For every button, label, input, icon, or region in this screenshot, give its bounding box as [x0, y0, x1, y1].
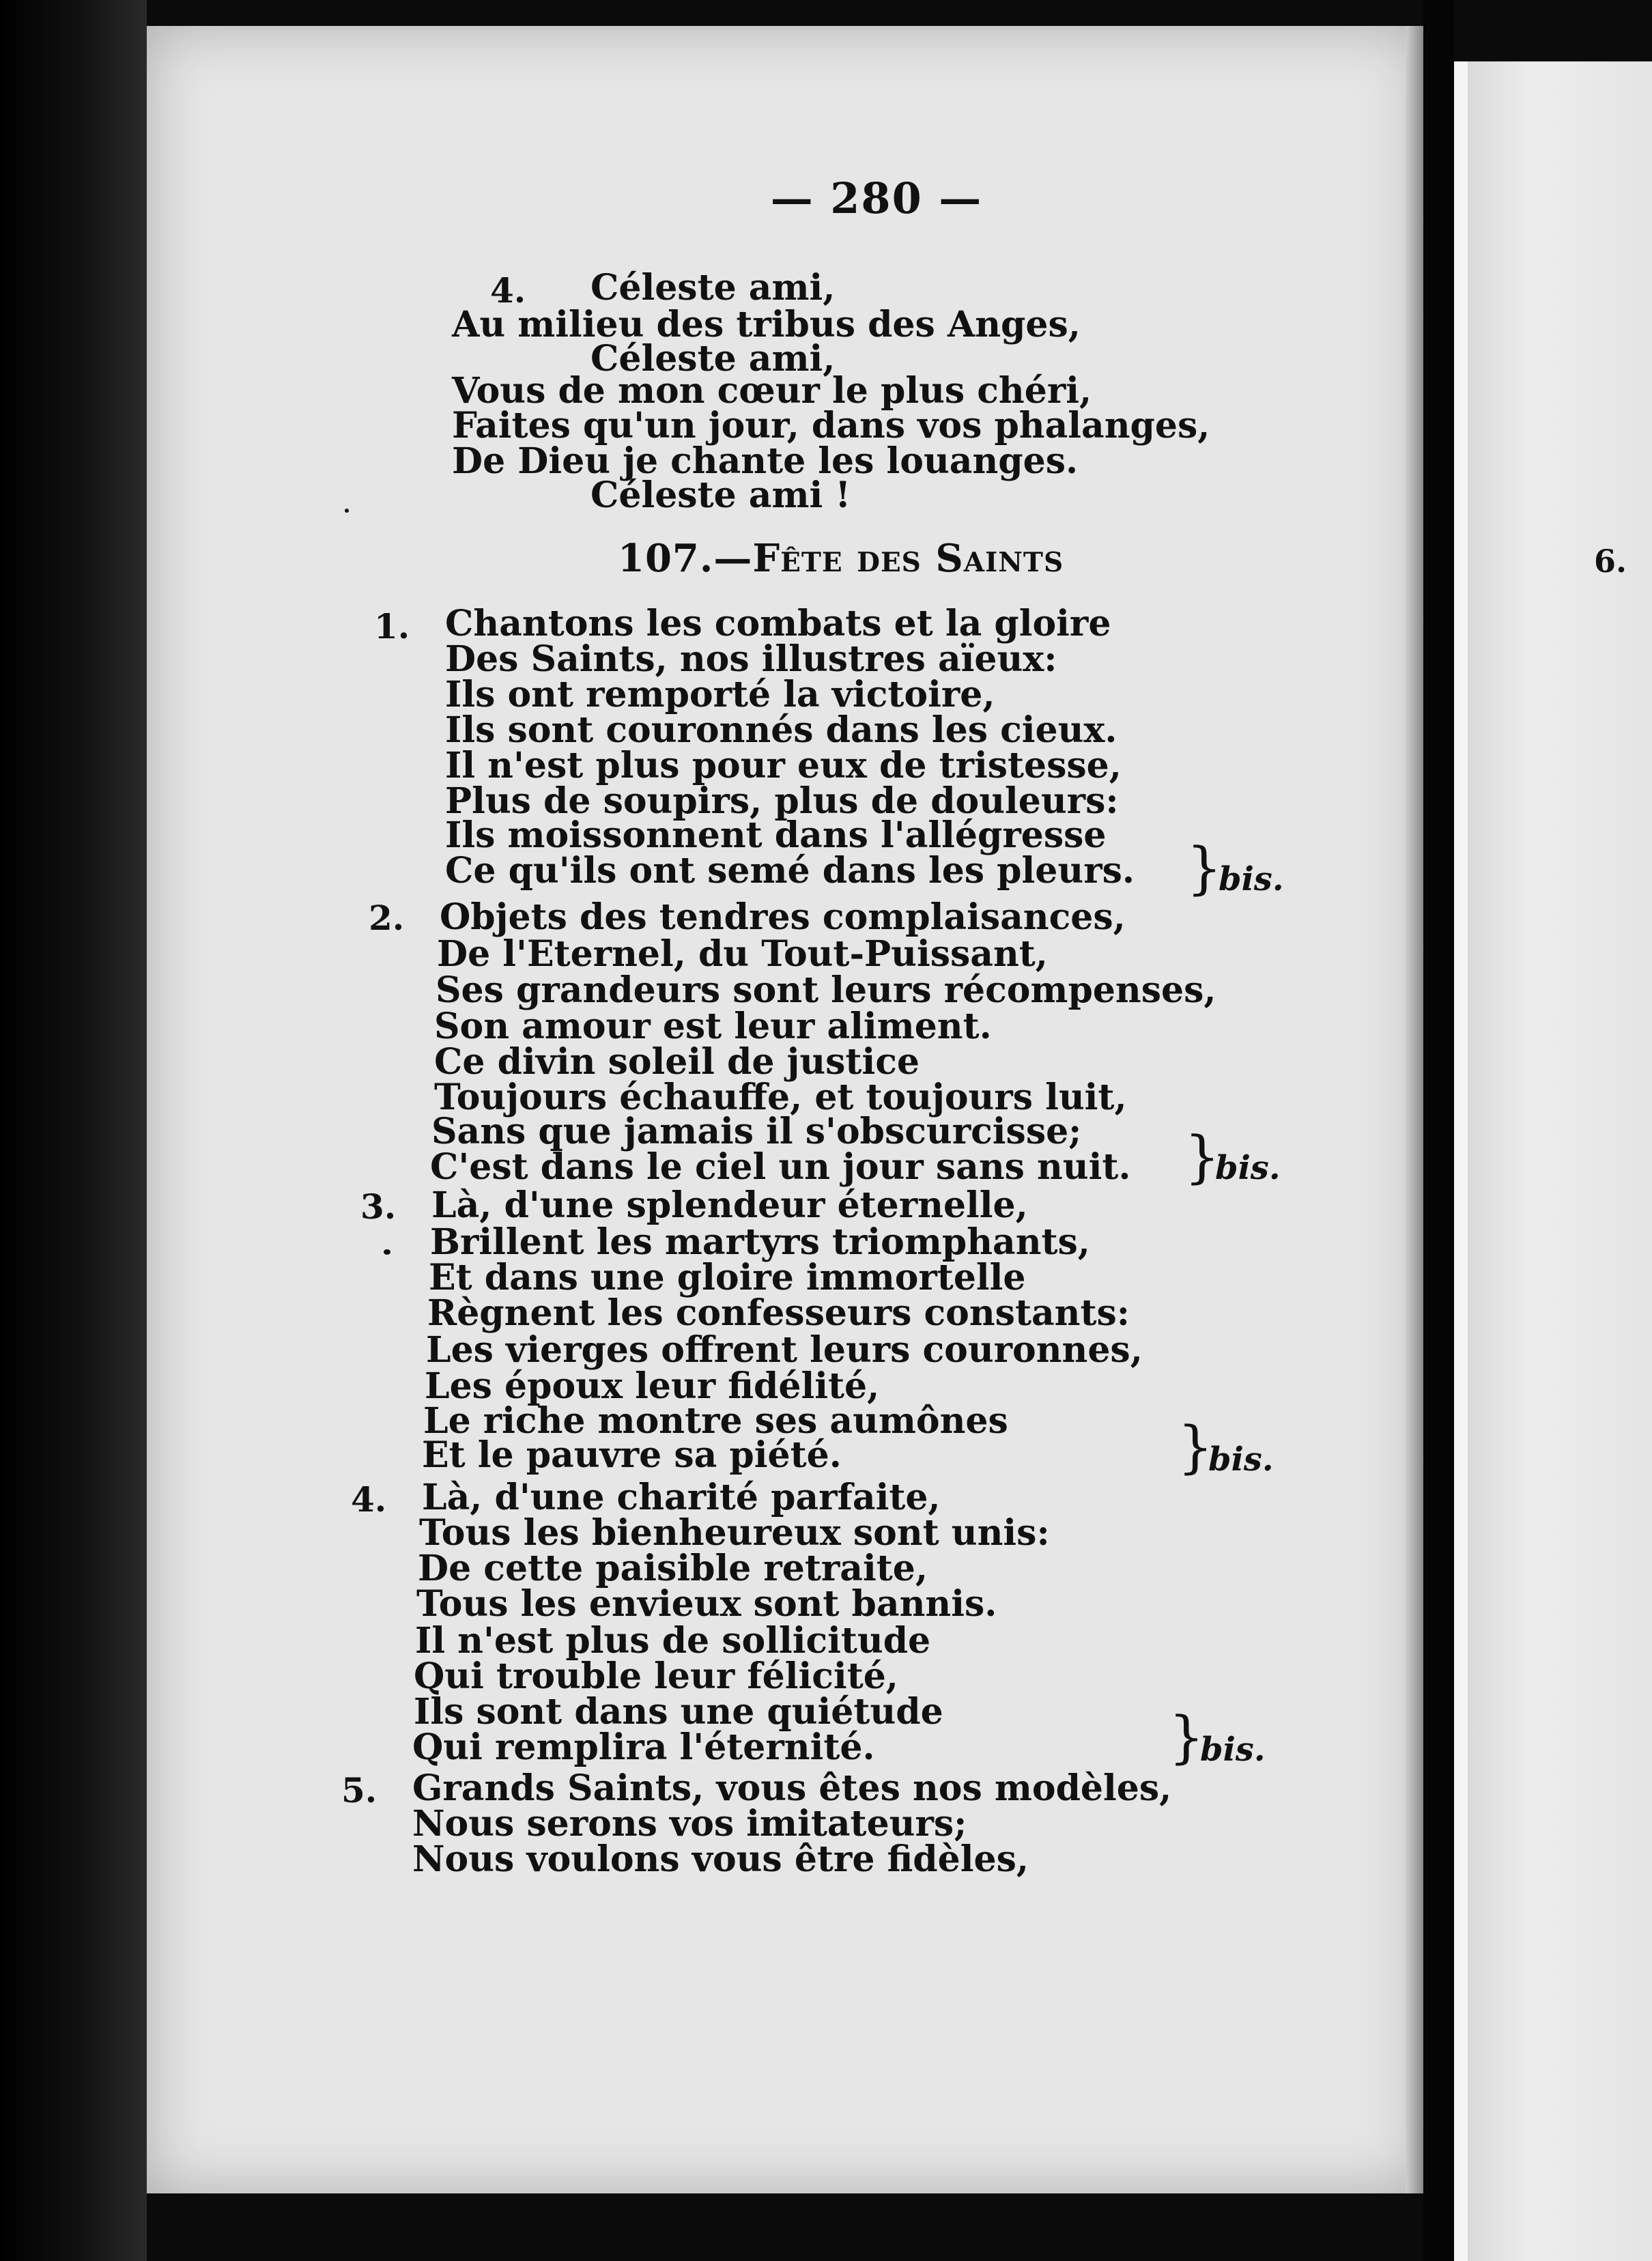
verse-line: Les vierges offrent leurs couronnes,	[426, 1329, 1143, 1371]
verse-line: Qui remplira l'éternité.	[412, 1726, 875, 1768]
verse-line: Nous serons vos imitateurs;	[412, 1803, 967, 1845]
verse-line: Au milieu des tribus des Anges,	[452, 304, 1081, 345]
verse-line: Plus de soupirs, plus de douleurs:	[445, 780, 1119, 822]
refrain-brace: }	[1184, 1125, 1221, 1190]
verse-line: De cette paisible retraite,	[418, 1548, 928, 1589]
verse-number: 3.	[360, 1186, 397, 1227]
verse-line: Tous les bienheureux sont unis:	[419, 1512, 1050, 1554]
refrain-marker: bis.	[1219, 860, 1284, 898]
verse-line: Grands Saints, vous êtes nos modèles,	[412, 1767, 1172, 1809]
verse-line: Qui trouble leur félicité,	[414, 1655, 898, 1697]
verse-line: Céleste ami,	[590, 338, 836, 380]
book-gutter	[1423, 0, 1454, 2261]
verse-line: Céleste ami !	[590, 474, 851, 516]
adjacent-page-fragment: 6.	[1594, 543, 1627, 580]
verse-line: Ils sont couronnés dans les cieux.	[445, 709, 1117, 751]
verse-line: Le riche montre ses aumônes	[423, 1400, 1008, 1442]
verse-line: Il n'est plus de sollicitude	[415, 1620, 931, 1662]
verse-line: Ses grandeurs sont leurs récompenses,	[436, 969, 1216, 1011]
page-number: — 280 —	[770, 173, 983, 223]
verse-line: De l'Eternel, du Tout-Puissant,	[437, 933, 1048, 975]
hymn-title: 107.—Fête des Saints	[618, 536, 1064, 581]
verse-line: Chantons les combats et la gloire	[445, 603, 1111, 644]
verse-line: Règnent les confesseurs constants:	[427, 1292, 1130, 1334]
verse-line: Son amour est leur aliment.	[434, 1006, 992, 1047]
refrain-brace: }	[1186, 836, 1223, 901]
refrain-brace: }	[1169, 1705, 1205, 1770]
verse-line: Là, d'une splendeur éternelle,	[431, 1184, 1028, 1226]
verse-line: Faites qu'un jour, dans vos phalanges,	[452, 405, 1210, 446]
verse-number: 5.	[341, 1770, 378, 1810]
verse-number: 2.	[369, 898, 405, 938]
verse-number: 4.	[490, 270, 526, 311]
verse-line: Vous de mon cœur le plus chéri,	[452, 370, 1092, 412]
verse-line: Les époux leur fidélité,	[425, 1365, 880, 1407]
refrain-brace: }	[1178, 1415, 1214, 1480]
refrain-marker: bis.	[1200, 1731, 1266, 1769]
verse-line: Nous voulons vous être fidèles,	[412, 1838, 1029, 1880]
verse-line: Toujours échauffe, et toujours luit,	[434, 1077, 1127, 1118]
verse-line: Tous les envieux sont bannis.	[416, 1583, 997, 1625]
verse-line: Là, d'une charité parfaite,	[422, 1477, 941, 1518]
scan-speck	[384, 1249, 390, 1255]
verse-line: Céleste ami,	[590, 267, 836, 309]
scan-speck	[345, 509, 349, 513]
verse-line: Il n'est plus pour eux de tristesse,	[445, 745, 1122, 786]
verse-line: Ils moissonnent dans l'allégresse	[445, 814, 1107, 856]
verse-line: Ils sont dans une quiétude	[414, 1691, 943, 1733]
verse-line: Des Saints, nos illustres aïeux:	[445, 638, 1057, 680]
verse-line: C'est dans le ciel un jour sans nuit.	[430, 1146, 1131, 1188]
verse-line: Ce qu'ils ont semé dans les pleurs.	[445, 850, 1135, 892]
verse-line: Et le pauvre sa piété.	[422, 1434, 842, 1476]
verse-line: Ils ont remporté la victoire,	[445, 674, 995, 715]
adjacent-page-edge	[1454, 61, 1652, 2261]
scan-border-left	[0, 0, 147, 2261]
verse-line: De Dieu je chante les louanges.	[452, 440, 1079, 482]
verse-line: Et dans une gloire immortelle	[429, 1257, 1026, 1298]
refrain-marker: bis.	[1215, 1149, 1281, 1187]
verse-line: Objets des tendres complaisances,	[440, 896, 1126, 938]
refrain-marker: bis.	[1208, 1440, 1274, 1479]
verse-line: Brillent les martyrs triomphants,	[430, 1221, 1090, 1263]
verse-number: 1.	[374, 606, 410, 646]
verse-number: 4.	[351, 1479, 387, 1520]
verse-line: Sans que jamais il s'obscurcisse;	[431, 1111, 1082, 1152]
verse-line: Ce divin soleil de justice	[434, 1041, 920, 1083]
